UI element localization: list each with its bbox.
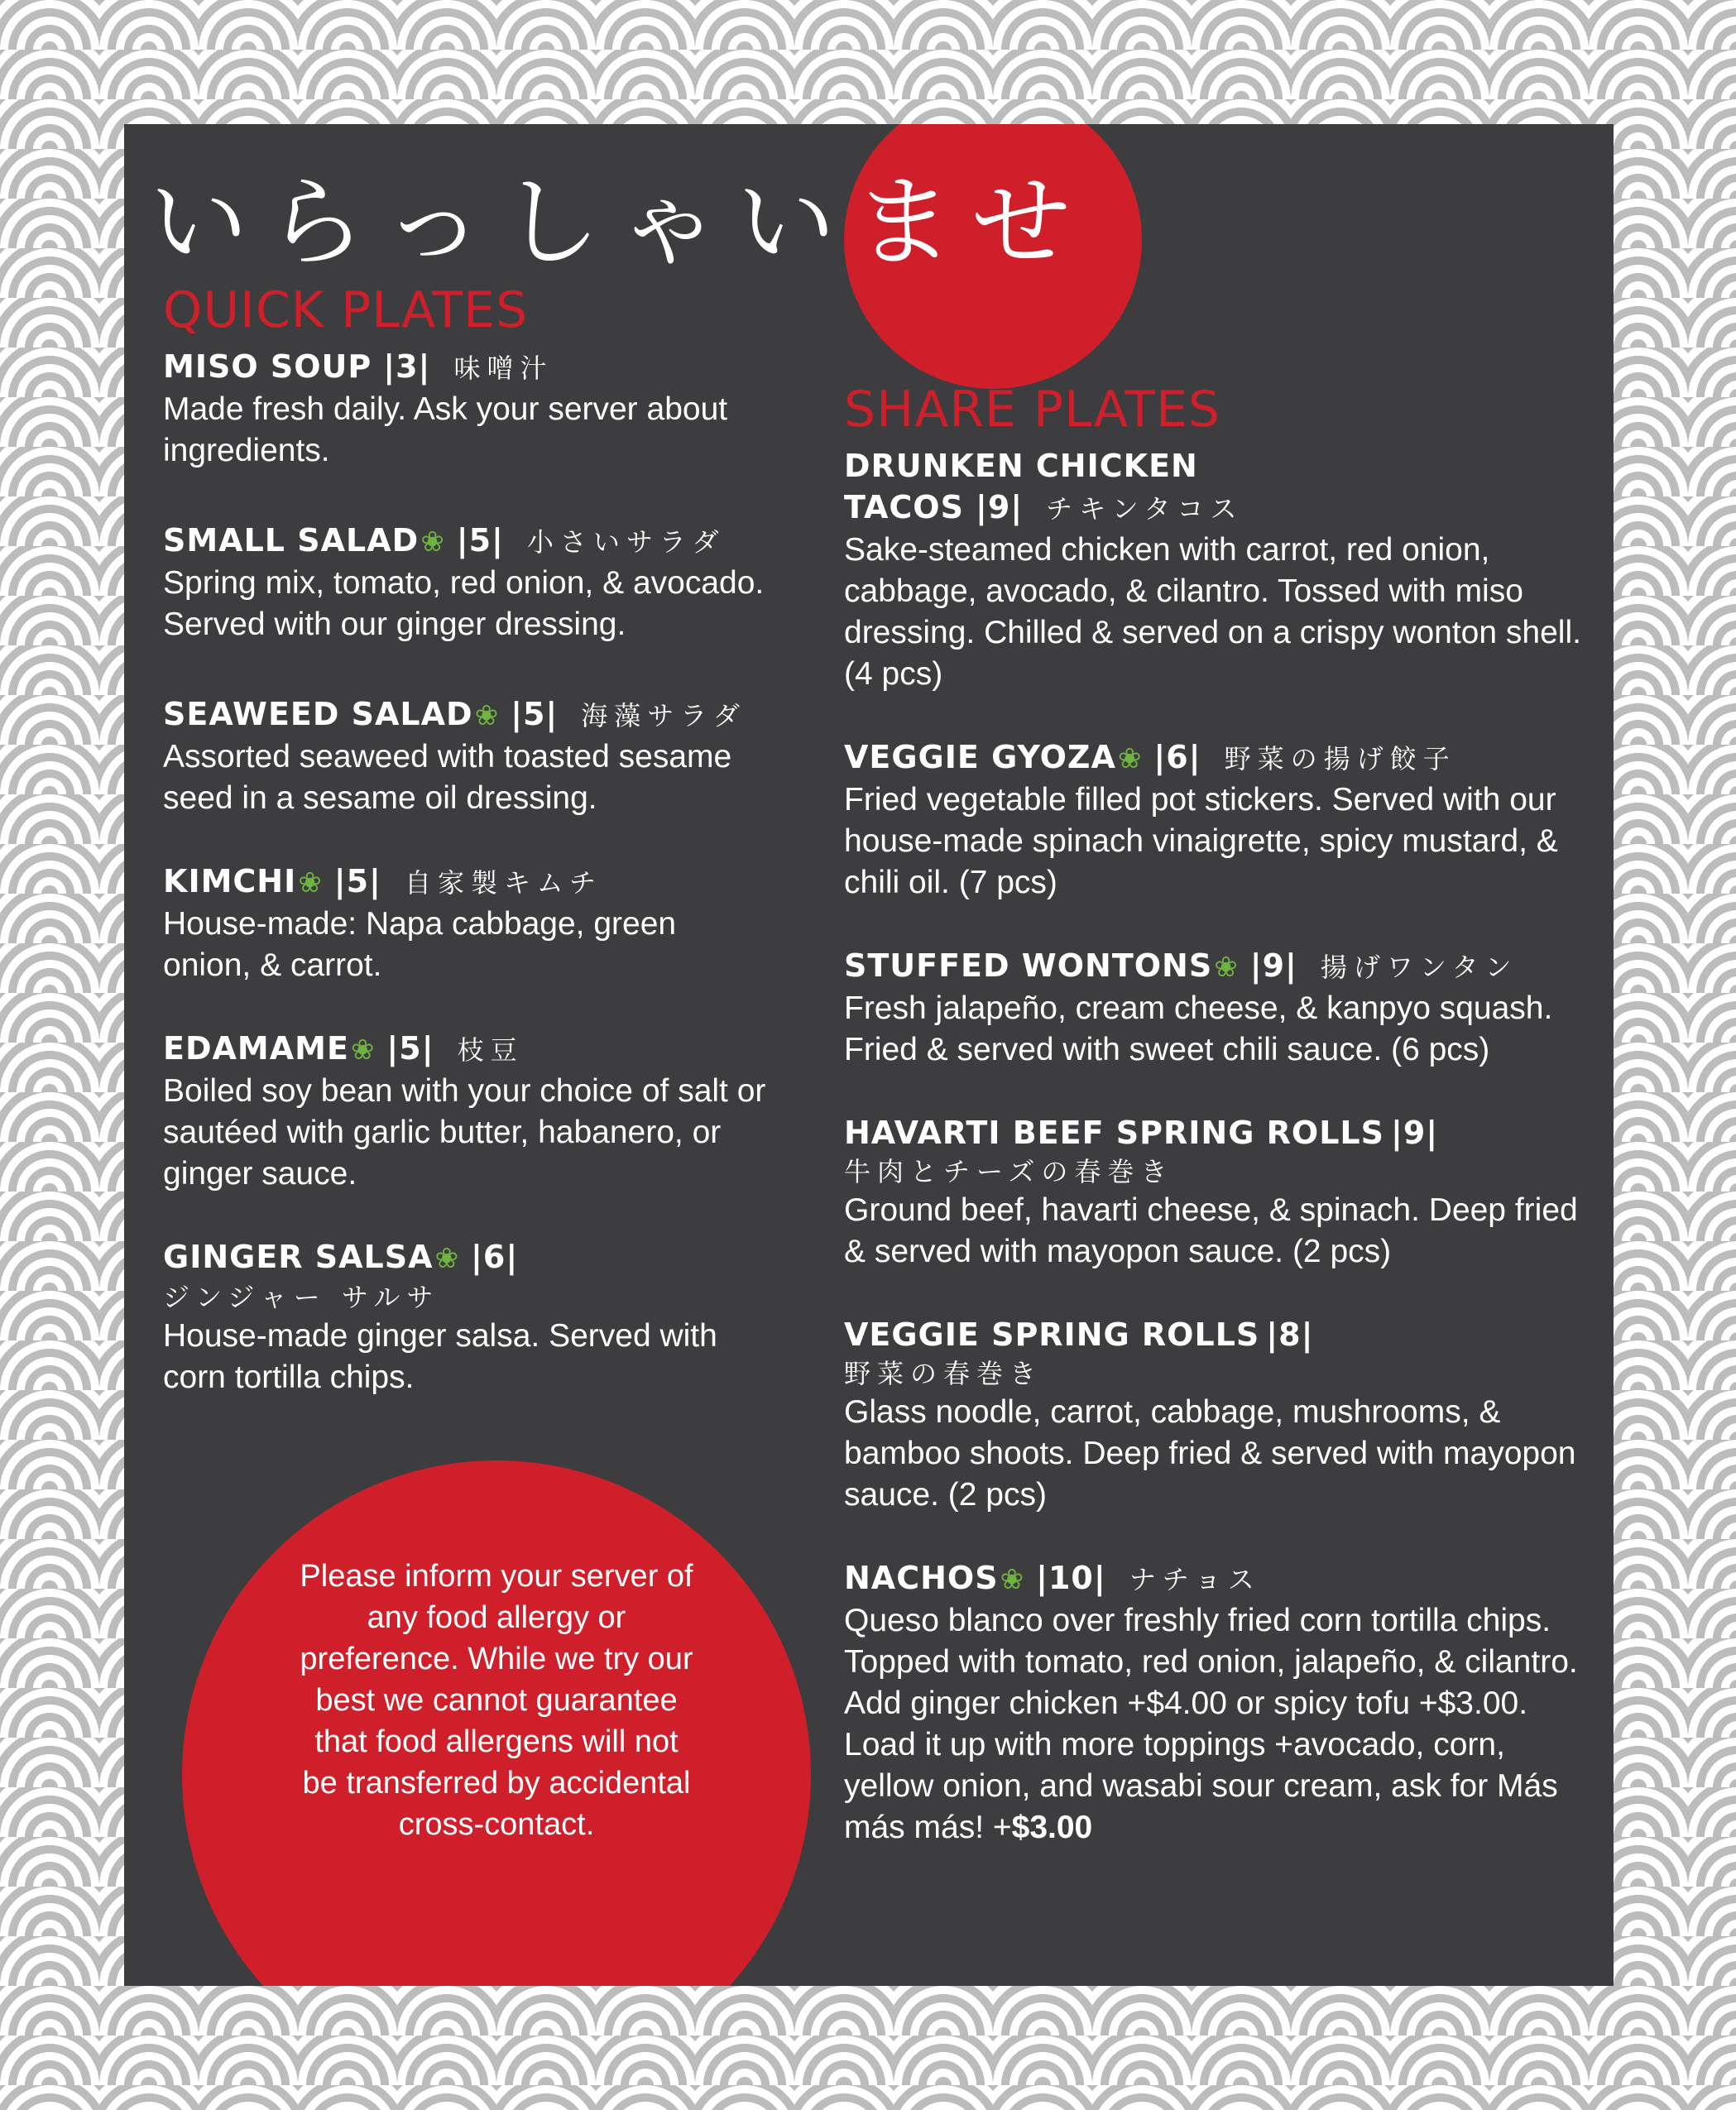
item-price: |5| <box>333 863 381 899</box>
item-name: STUFFED WONTONS <box>844 947 1213 984</box>
item-jp-name: 揚げワンタン <box>1320 952 1518 983</box>
item-price: |5| <box>456 522 504 559</box>
menu-item <box>163 861 767 986</box>
vegetarian-flower-icon: ❀ <box>350 1033 376 1067</box>
item-jp-name: 自家製キムチ <box>404 867 602 899</box>
welcome-heading: いらっしゃいませ <box>149 165 1089 281</box>
upgrade-price: $3.00 <box>1011 1810 1093 1845</box>
menu-item <box>163 1028 767 1195</box>
item-description: Queso blanco over freshly fried corn tortilla chips. Topped with tomato, red onion, jalapeño, & cilantro. Add ginger chicken +$4.00 or spicy tofu +$3.00. <box>844 1603 1578 1721</box>
item-description: Sake-steamed chicken with carrot, red onion, cabbage, avocado, & cilantro. Tossed with miso dressing. Chilled & served on a crispy wonton shell. (4 pcs) <box>844 532 1581 692</box>
menu-item <box>844 945 1589 1071</box>
vegetarian-flower-icon: ❀ <box>434 1242 460 1275</box>
item-name-line1: DRUNKEN CHICKEN <box>844 448 1198 484</box>
vegetarian-flower-icon: ❀ <box>474 699 500 732</box>
item-name: VEGGIE GYOZA <box>844 739 1116 775</box>
item-price: |6| <box>471 1239 519 1275</box>
item-description: House-made: Napa cabbage, green onion, & carrot. <box>163 906 677 983</box>
menu-item <box>844 1314 1589 1516</box>
item-jp-name: 海藻サラダ <box>581 700 746 731</box>
menu-item <box>163 1236 767 1398</box>
item-description: Fried vegetable filled pot stickers. Served with our house-made spinach vinaigrette, spicy mustard, & chili oil. (7 pcs) <box>844 782 1558 900</box>
item-price: |5| <box>511 696 559 732</box>
item-description: Ground beef, havarti cheese, & spinach. Deep fried & served with mayopon sauce. (2 pcs) <box>844 1192 1578 1269</box>
item-name: EDAMAME <box>163 1030 349 1067</box>
item-description: Made fresh daily. Ask your server about ingredients. <box>163 391 728 468</box>
item-description: Glass noodle, carrot, cabbage, mushrooms, & bamboo shoots. Deep fried & served with mayopon sauce. (2 pcs) <box>844 1394 1576 1513</box>
item-name: KIMCHI <box>163 863 297 899</box>
menu-item <box>844 1112 1589 1273</box>
vegetarian-flower-icon: ❀ <box>1214 951 1239 984</box>
menu-item <box>163 346 767 472</box>
vegetarian-flower-icon: ❀ <box>1117 742 1143 775</box>
menu-item <box>163 520 767 645</box>
menu-item <box>844 1557 1589 1849</box>
quick-plates-section <box>163 281 767 1440</box>
item-jp-name: 枝豆 <box>457 1034 524 1066</box>
vegetarian-flower-icon: ❀ <box>1000 1563 1025 1596</box>
item-jp-name: ジンジャー サルサ <box>163 1282 440 1313</box>
item-jp-name: 野菜の春巻き <box>844 1358 1043 1389</box>
menu-panel <box>124 124 1614 1986</box>
item-name: SEAWEED SALAD <box>163 696 473 732</box>
item-price: |5| <box>386 1030 434 1067</box>
item-name: HAVARTI BEEF SPRING ROLLS <box>844 1115 1384 1151</box>
item-description-extra: Load it up with more toppings +avocado, corn, yellow onion, and wasabi sour cream, ask for Más más más! +$3.00 <box>844 1727 1558 1845</box>
item-name: TACOS <box>844 489 964 525</box>
item-name: SMALL SALAD <box>163 522 420 559</box>
menu-item <box>844 445 1589 695</box>
item-price: |6| <box>1153 739 1201 775</box>
item-description: Spring mix, tomato, red onion, & avocado. Served with our ginger dressing. <box>163 565 765 642</box>
item-description: Fresh jalapeño, cream cheese, & kanpyo squash. Fried & served with sweet chili sauce. (6 pcs) <box>844 990 1553 1067</box>
item-name: GINGER SALSA <box>163 1239 434 1275</box>
item-jp-name: チキンタコス <box>1046 493 1244 525</box>
item-description: Boiled soy bean with your choice of salt or sautéed with garlic butter, habanero, or ginger sauce. <box>163 1073 766 1192</box>
item-name: MISO SOUP <box>163 348 372 385</box>
vegetarian-flower-icon: ❀ <box>298 866 323 899</box>
share-plates-section <box>844 381 1589 1890</box>
item-jp-name: ナチョス <box>1129 1564 1261 1595</box>
item-jp-name: 小さいサラダ <box>526 526 726 558</box>
item-jp-name: 味噌汁 <box>453 352 554 384</box>
item-description: Assorted seaweed with toasted sesame seed in a sesame oil dressing. <box>163 739 732 816</box>
section-title: QUICK PLATES <box>163 281 529 339</box>
item-description: House-made ginger salsa. Served with corn tortilla chips. <box>163 1318 717 1395</box>
item-price: |9| <box>1390 1115 1439 1151</box>
item-price: |9| <box>975 489 1024 525</box>
item-price: |3| <box>383 348 431 385</box>
item-price: |10| <box>1036 1560 1106 1596</box>
vegetarian-flower-icon: ❀ <box>420 525 445 559</box>
section-title: SHARE PLATES <box>844 381 1220 439</box>
menu-item <box>844 736 1589 904</box>
item-jp-name: 野菜の揚げ餃子 <box>1224 743 1456 774</box>
item-price: |8| <box>1266 1316 1314 1353</box>
item-price: |9| <box>1249 947 1297 984</box>
item-name: NACHOS <box>844 1560 999 1596</box>
allergy-note: Please inform your server of any food allergy or preference. While we try our best we cannot guarantee that food allergens will not be transferred by accidental cross-contact. <box>300 1559 693 1842</box>
menu-item <box>163 693 767 819</box>
item-jp-name: 牛肉とチーズの春巻き <box>844 1156 1174 1187</box>
item-name: VEGGIE SPRING ROLLS <box>844 1316 1260 1353</box>
